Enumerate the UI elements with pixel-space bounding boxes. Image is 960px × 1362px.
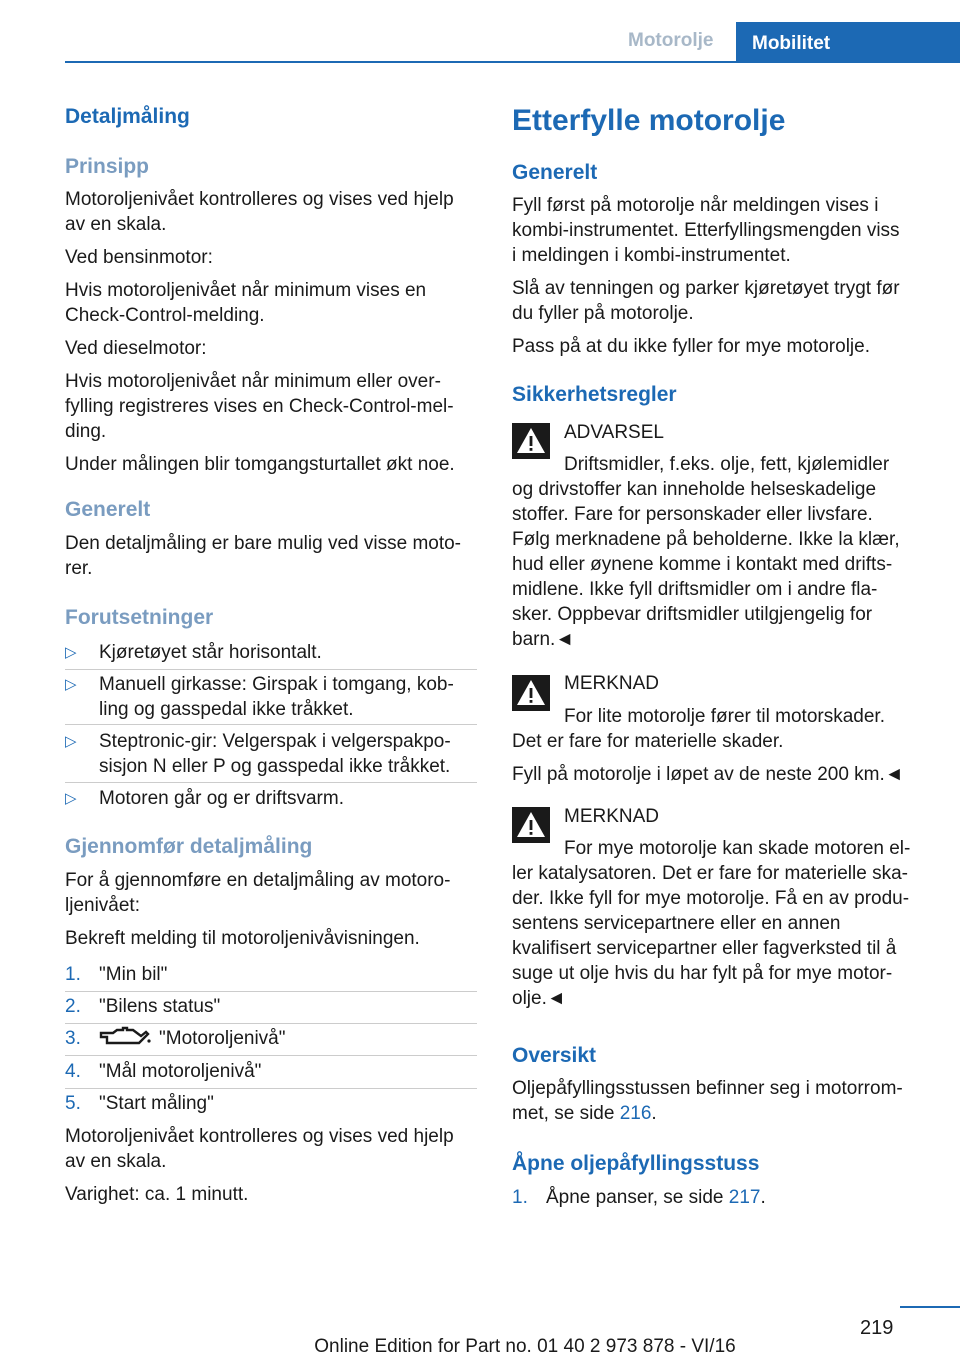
text-span: . <box>651 1103 657 1124</box>
triangle-bullet-icon: ▷ <box>65 676 77 693</box>
list-item <box>65 729 451 779</box>
section-tab: Motorolje <box>628 30 714 51</box>
text-line: Under målingen blir tomgangsturtallet økt noe. <box>65 454 455 475</box>
text-line: du fyller på motorolje. <box>512 303 694 324</box>
text-line: Bekreft melding til motoroljenivåvisningen. <box>65 928 420 949</box>
text-line: Hvis motoroljenivået når minimum vises en <box>65 280 427 301</box>
text-line: Slå av tenningen og parker kjøretøyet trygt før <box>512 278 900 299</box>
text-line: ljenivået: <box>65 895 140 916</box>
warning-icon <box>512 807 550 843</box>
text-line: Manuell girkasse: Girspak i tomgang, kob- <box>99 674 454 695</box>
divider <box>65 1055 477 1056</box>
text-line: For lite motorolje fører til motorskader. <box>564 706 885 727</box>
text-line: fylling registreres vises en Check-Control-mel- <box>65 396 454 417</box>
text-span: Åpne panser, se side <box>546 1187 729 1208</box>
text-line: suge ut olje hvis du har fylt på for mye motor- <box>512 963 893 984</box>
heading-perform: Gjennomfør detaljmåling <box>65 835 313 858</box>
heading-principle: Prinsipp <box>65 155 150 178</box>
text-line: olje.◄ <box>512 988 566 1009</box>
warning-icon <box>512 423 550 459</box>
text-line: Steptronic-gir: Velgerspak i velgerspakpo- <box>99 731 451 752</box>
page-title: Etterfylle motorolje <box>512 104 786 137</box>
text-line: ler katalysatoren. Det er fare for materielle ska- <box>512 863 908 884</box>
text-line: rer. <box>65 558 93 579</box>
divider <box>65 724 477 725</box>
text-line: kombi-instrumentet. Etterfyllingsmengden viss <box>512 220 900 241</box>
heading-detail: Detaljmåling <box>65 105 190 128</box>
text-line: av en skala. <box>65 1151 167 1172</box>
text-line: Ved dieselmotor: <box>65 338 207 359</box>
list-item <box>65 786 344 811</box>
list-item: 3. "Motoroljenivå" <box>65 1028 286 1049</box>
text-line: "Bilens status" <box>99 996 221 1017</box>
oil-can-icon <box>99 1026 151 1048</box>
divider <box>65 782 477 783</box>
list-item <box>65 672 454 722</box>
text-line: barn.◄ <box>512 629 575 650</box>
edition-footer <box>0 1334 960 1359</box>
heading-prerequisites: Forutsetninger <box>65 606 214 629</box>
text-line: Følg merknadene på beholderne. Ikke la klær, <box>512 529 900 550</box>
text-line: "Mål motoroljenivå" <box>99 1061 262 1082</box>
text-line: Hvis motoroljenivået når minimum eller over- <box>65 371 441 392</box>
text-line: Varighet: ca. 1 minutt. <box>65 1184 249 1205</box>
text-line: hud eller øynene komme i kontakt med drifts- <box>512 554 893 575</box>
list-item <box>65 640 322 665</box>
text-line: Motoroljenivået kontrolleres og vises ved hjelp <box>65 1126 454 1147</box>
text-line: kvalifisert servicepartner eller fagverksted til å <box>512 938 897 959</box>
text-line: midlene. Ikke fyll driftsmidler om i andre fla- <box>512 579 878 600</box>
page-number-rule <box>900 1306 960 1308</box>
text-line: der. Ikke fyll for mye motorolje. Få en av produ- <box>512 888 910 909</box>
warning-title: ADVARSEL <box>564 422 664 443</box>
text-line: sker. Oppbevar driftsmidler utilgjengelig for <box>512 604 873 625</box>
edition-text: Online Edition for Part no. 01 40 2 973 878 - VI/16 <box>314 1336 736 1357</box>
text-line: Pass på at du ikke fyller for mye motorolje. <box>512 336 870 357</box>
list-item: 1. Åpne panser, se side 217. <box>512 1187 766 1208</box>
notice-title: MERKNAD <box>564 806 660 827</box>
text-line: og drivstoffer kan inneholde helseskadelige <box>512 479 877 500</box>
text-line: Fyll først på motorolje når meldingen vises i <box>512 195 879 216</box>
list-item: 1. "Min bil" <box>65 964 168 985</box>
list-item: 2. "Bilens status" <box>65 996 221 1017</box>
page-link-216[interactable]: 216 <box>619 1103 652 1124</box>
text-line: ding. <box>65 421 107 442</box>
text-line: Oljepåfyllingsstussen befinner seg i motorrom- <box>512 1078 903 1099</box>
text-line: For mye motorolje kan skade motoren el- <box>564 838 911 859</box>
text-line: "Start måling" <box>99 1093 214 1114</box>
divider <box>65 669 477 670</box>
triangle-bullet-icon: ▷ <box>65 644 77 661</box>
text-line: Check-Control-melding. <box>65 305 265 326</box>
text-line <box>512 1101 657 1126</box>
text-line: Fyll på motorolje i løpet av de neste 200 km.◄ <box>512 764 904 785</box>
text-line: Ved bensinmotor: <box>65 247 213 268</box>
heading-general: Generelt <box>65 498 151 521</box>
divider <box>65 1088 477 1089</box>
text-span: . <box>760 1187 766 1208</box>
text-line: Motoren går og er driftsvarm. <box>99 788 344 809</box>
text-line: Den detaljmåling er bare mulig ved visse moto- <box>65 533 462 554</box>
chapter-tab: Mobilitet <box>736 22 960 62</box>
page-number: 219 <box>860 1317 894 1339</box>
header-rule <box>65 61 960 63</box>
text-line: For å gjennomføre en detaljmåling av motoro- <box>65 870 451 891</box>
text-line: sisjon N eller P og gasspedal ikke tråkket. <box>99 756 451 777</box>
text-line: Driftsmidler, f.eks. olje, fett, kjølemidler <box>564 454 890 475</box>
divider <box>65 991 477 992</box>
notice-title: MERKNAD <box>564 673 660 694</box>
text-span: met, se side <box>512 1103 620 1124</box>
text-line: "Motoroljenivå" <box>159 1028 286 1049</box>
divider <box>65 1023 477 1024</box>
heading-open-filler: Åpne oljepåfyllingsstuss <box>512 1152 760 1175</box>
text-line: av en skala. <box>65 214 167 235</box>
text-line: Det er fare for materielle skader. <box>512 731 784 752</box>
text-line: ling og gasspedal ikke tråkket. <box>99 699 354 720</box>
triangle-bullet-icon: ▷ <box>65 733 77 750</box>
heading-general: Generelt <box>512 161 598 184</box>
page-link-217[interactable]: 217 <box>728 1187 761 1208</box>
heading-safety: Sikkerhetsregler <box>512 383 677 406</box>
text-line: "Min bil" <box>99 964 168 985</box>
list-item: 5. "Start måling" <box>65 1093 214 1114</box>
text-line: Motoroljenivået kontrolleres og vises ved hjelp <box>65 189 454 210</box>
list-item: 4. "Mål motoroljenivå" <box>65 1061 262 1082</box>
text-line: Kjøretøyet står horisontalt. <box>99 642 322 663</box>
text-line: stoffer. Fare for personskader eller livsfare. <box>512 504 873 525</box>
heading-overview: Oversikt <box>512 1044 597 1067</box>
warning-icon <box>512 675 550 711</box>
triangle-bullet-icon: ▷ <box>65 790 77 807</box>
text-line: i meldingen i kombi-instrumentet. <box>512 245 791 266</box>
text-line: sentens servicepartnere eller en annen <box>512 913 841 934</box>
